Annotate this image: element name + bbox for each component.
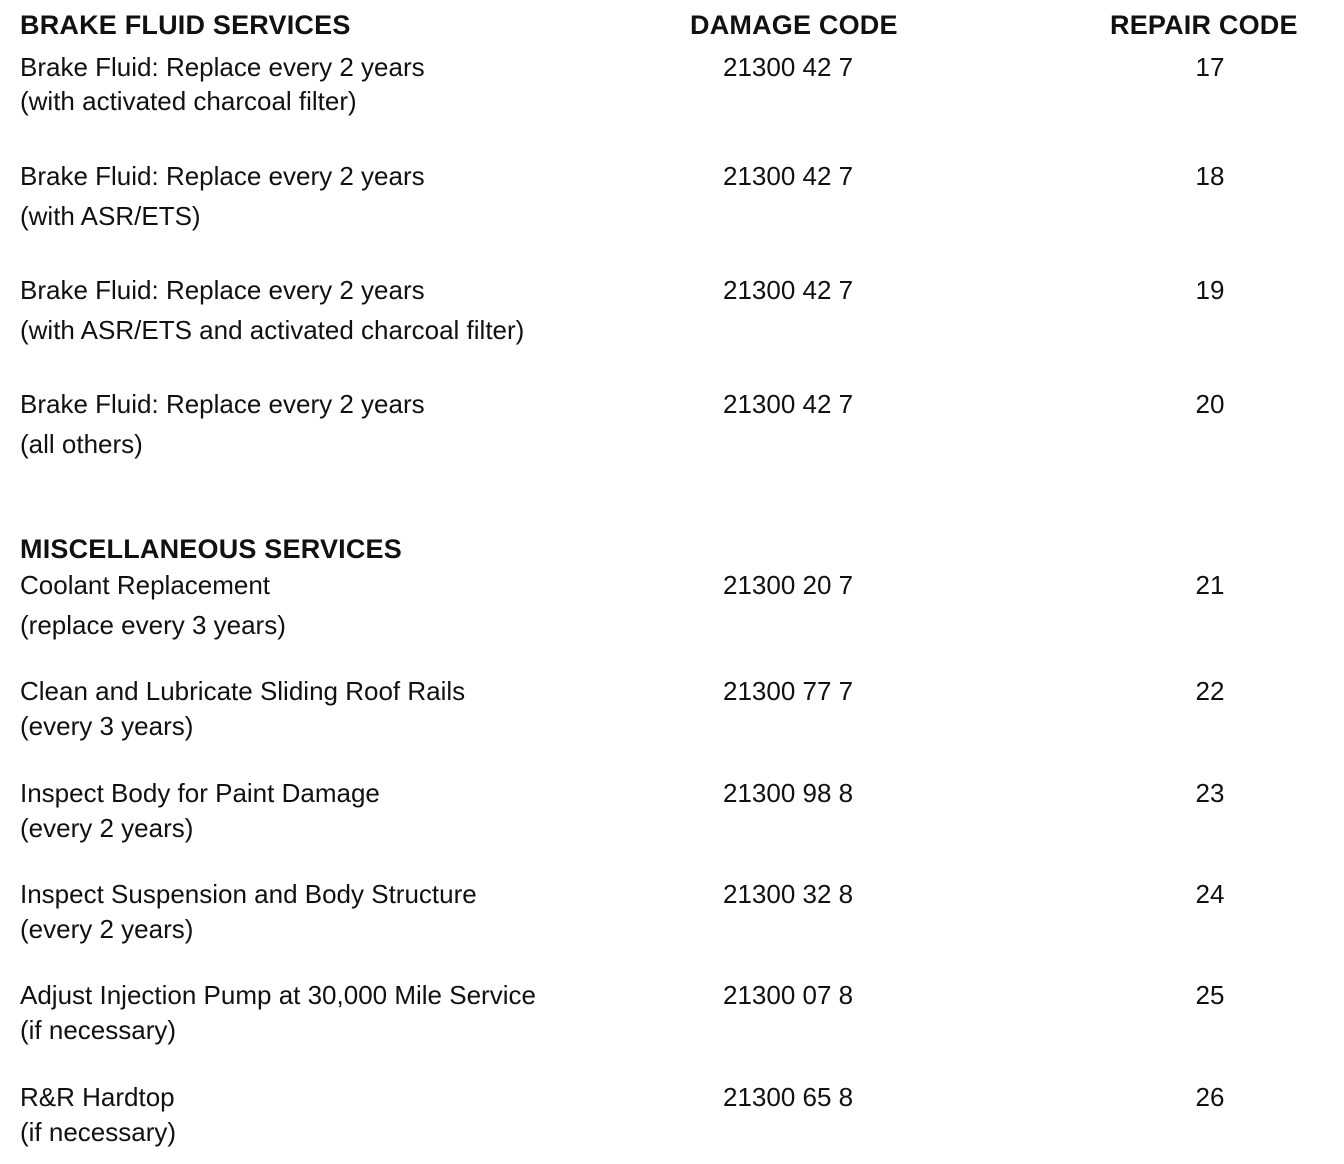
service-condition: (every 3 years) <box>20 711 194 741</box>
damage-code: 21300 42 7 <box>723 275 854 305</box>
service-description: Coolant Replacement <box>20 570 271 600</box>
service-row <box>0 52 1344 122</box>
service-description: Inspect Body for Paint Damage <box>20 778 380 808</box>
repair-code: 24 <box>1195 879 1225 909</box>
repair-code-column-header: REPAIR CODE <box>1110 10 1298 40</box>
damage-code: 21300 42 7 <box>723 389 854 419</box>
service-row <box>0 1082 1344 1152</box>
damage-code: 21300 42 7 <box>723 52 854 82</box>
service-description: Adjust Injection Pump at 30,000 Mile Service <box>20 980 536 1010</box>
repair-code: 23 <box>1195 778 1225 808</box>
service-description: Brake Fluid: Replace every 2 years <box>20 389 425 419</box>
damage-code: 21300 32 8 <box>723 879 854 909</box>
service-description: Brake Fluid: Replace every 2 years <box>20 161 425 191</box>
repair-code: 17 <box>1195 52 1225 82</box>
service-description: Clean and Lubricate Sliding Roof Rails <box>20 676 466 706</box>
service-row <box>0 161 1344 231</box>
repair-code: 18 <box>1195 161 1225 191</box>
service-description: Inspect Suspension and Body Structure <box>20 879 477 909</box>
service-description: Brake Fluid: Replace every 2 years <box>20 52 425 82</box>
service-condition: (with ASR/ETS and activated charcoal filter) <box>20 315 525 345</box>
service-row <box>0 389 1344 459</box>
damage-code-column-header: DAMAGE CODE <box>690 10 898 40</box>
service-condition: (every 2 years) <box>20 914 194 944</box>
repair-code: 25 <box>1195 980 1225 1010</box>
section-title-brake-fluid: BRAKE FLUID SERVICES <box>20 10 351 40</box>
damage-code: 21300 20 7 <box>723 570 854 600</box>
repair-code: 26 <box>1195 1082 1225 1112</box>
service-condition: (with ASR/ETS) <box>20 201 201 231</box>
service-description: R&R Hardtop <box>20 1082 175 1112</box>
service-condition: (if necessary) <box>20 1117 177 1147</box>
repair-code: 22 <box>1195 676 1225 706</box>
service-row <box>0 275 1344 345</box>
repair-code: 20 <box>1195 389 1225 419</box>
service-description: Brake Fluid: Replace every 2 years <box>20 275 425 305</box>
damage-code: 21300 07 8 <box>723 980 854 1010</box>
repair-code: 19 <box>1195 275 1225 305</box>
service-row <box>0 676 1344 746</box>
service-row <box>0 879 1344 949</box>
service-condition: (all others) <box>20 429 143 459</box>
service-condition: (with activated charcoal filter) <box>20 86 357 116</box>
service-row <box>0 570 1344 640</box>
damage-code: 21300 65 8 <box>723 1082 854 1112</box>
repair-code: 21 <box>1195 570 1225 600</box>
service-row <box>0 778 1344 848</box>
service-condition: (if necessary) <box>20 1015 177 1045</box>
damage-code: 21300 42 7 <box>723 161 854 191</box>
damage-code: 21300 77 7 <box>723 676 854 706</box>
damage-code: 21300 98 8 <box>723 778 854 808</box>
service-condition: (replace every 3 years) <box>20 610 286 640</box>
section-title-miscellaneous: MISCELLANEOUS SERVICES <box>20 534 402 564</box>
service-condition: (every 2 years) <box>20 813 194 843</box>
service-row <box>0 980 1344 1050</box>
